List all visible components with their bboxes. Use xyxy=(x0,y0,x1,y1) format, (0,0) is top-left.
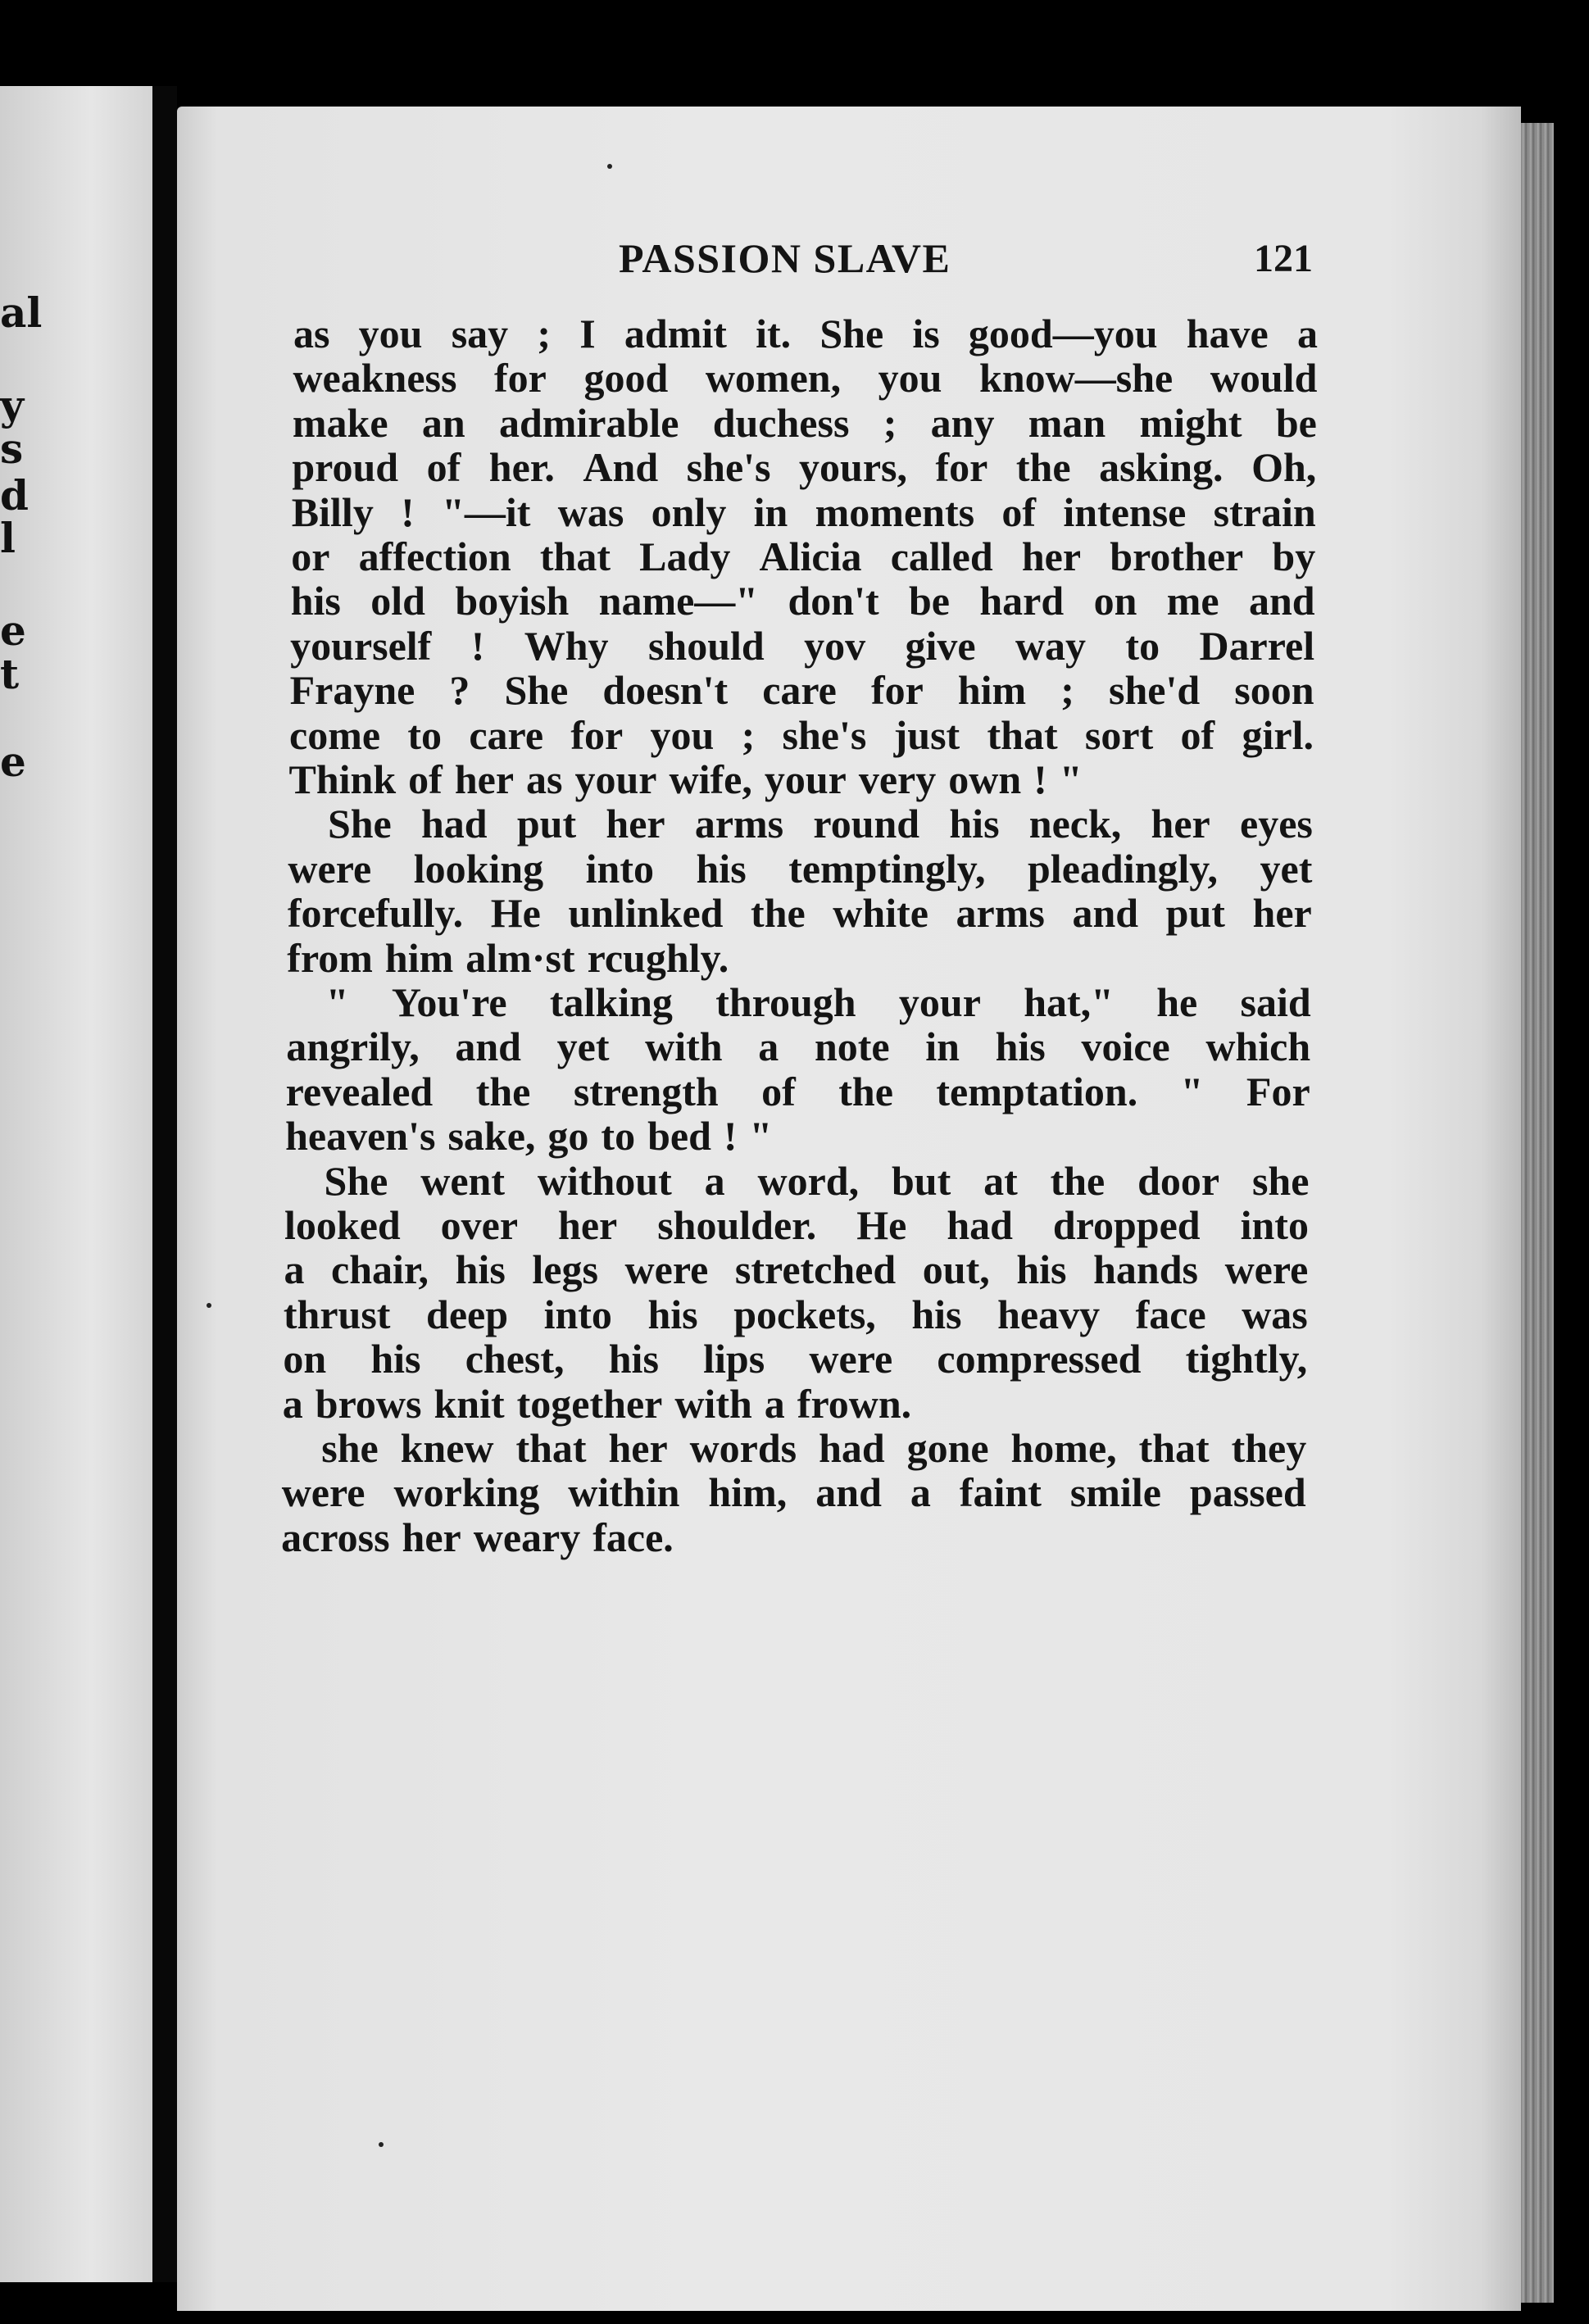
text-line xyxy=(292,488,1316,536)
word: moments xyxy=(815,488,975,535)
word: she xyxy=(321,1425,379,1471)
word: care xyxy=(762,667,837,714)
word: any xyxy=(930,399,995,446)
word: affection xyxy=(358,533,511,579)
word: rcughly. xyxy=(587,934,729,981)
word: Oh, xyxy=(1251,444,1317,491)
word: and xyxy=(1248,578,1315,624)
word: He xyxy=(856,1202,907,1248)
word: that xyxy=(515,1425,587,1471)
word: hands xyxy=(1093,1246,1198,1293)
word: of xyxy=(1001,488,1037,535)
word: might xyxy=(1139,399,1242,446)
left-page-fragment: e xyxy=(0,606,26,655)
word: Think xyxy=(288,756,397,802)
word: with xyxy=(674,1380,752,1427)
text-line xyxy=(293,310,1318,357)
word: on xyxy=(283,1336,327,1382)
word: her xyxy=(606,801,665,847)
word: chair, xyxy=(331,1246,429,1293)
word: on xyxy=(1093,578,1137,624)
word: was xyxy=(1242,1291,1308,1337)
word: of xyxy=(1180,711,1215,758)
word: only xyxy=(651,488,727,535)
word: " xyxy=(1059,756,1083,802)
word: ! xyxy=(470,622,485,669)
word: temptation. xyxy=(936,1068,1138,1114)
word: with xyxy=(645,1024,723,1070)
word: a xyxy=(758,1024,779,1070)
word: "—it xyxy=(442,488,531,535)
word: unlinked xyxy=(568,890,724,937)
word: across xyxy=(281,1514,390,1560)
word: sort xyxy=(1084,711,1154,758)
word: the xyxy=(1015,444,1071,491)
word: in xyxy=(753,488,788,535)
word: within xyxy=(568,1469,680,1516)
word: looked xyxy=(284,1202,401,1248)
word: should xyxy=(647,622,765,669)
text-line xyxy=(284,1291,1308,1338)
word: weary xyxy=(473,1514,581,1560)
text-line xyxy=(291,533,1315,580)
word: had xyxy=(421,801,488,847)
word: face xyxy=(1135,1291,1206,1337)
word: brother xyxy=(1110,533,1244,579)
word: she'd xyxy=(1109,667,1201,714)
word: voice xyxy=(1081,1024,1170,1070)
word: in xyxy=(925,1024,960,1070)
text-line xyxy=(286,1023,1310,1070)
word: and xyxy=(815,1469,882,1516)
word: brows xyxy=(315,1380,422,1427)
word: his xyxy=(290,578,341,624)
word: your xyxy=(574,756,657,802)
word: say xyxy=(451,311,509,356)
word: knit xyxy=(434,1380,505,1427)
word: his xyxy=(608,1336,659,1382)
word: " xyxy=(749,1113,773,1160)
word: arms xyxy=(694,801,784,847)
word: make xyxy=(292,399,388,446)
word: doesn't xyxy=(602,667,729,714)
word: admit xyxy=(624,311,727,356)
word: compressed xyxy=(937,1336,1142,1382)
word: ; xyxy=(883,399,897,446)
word: pleadingly, xyxy=(1028,845,1219,892)
word: you xyxy=(650,711,715,758)
word: were xyxy=(1224,1246,1309,1293)
word: home, xyxy=(1010,1425,1117,1471)
word: ! xyxy=(401,488,415,535)
text-line xyxy=(326,978,1311,1026)
left-page-fragment: s xyxy=(0,424,24,473)
text-line xyxy=(282,1468,1306,1516)
word: put xyxy=(516,801,577,847)
word: Billy xyxy=(291,488,374,535)
word: He xyxy=(490,890,541,937)
word: into xyxy=(543,1291,612,1337)
word: face. xyxy=(592,1514,674,1560)
word: be xyxy=(909,578,950,624)
word: proud xyxy=(292,444,399,491)
word: revealed xyxy=(285,1068,434,1114)
word: asking. xyxy=(1099,444,1224,491)
word: be xyxy=(1275,399,1317,446)
word: sake, xyxy=(447,1113,536,1160)
page-number: 121 xyxy=(1254,237,1313,280)
word: you xyxy=(878,355,942,402)
word: through xyxy=(715,979,856,1025)
word: have xyxy=(1186,311,1269,356)
word: of xyxy=(761,1068,796,1114)
word: his xyxy=(995,1024,1046,1070)
word: thrust xyxy=(283,1291,391,1337)
word: her xyxy=(454,756,515,802)
word: his xyxy=(370,1336,421,1382)
word: you xyxy=(358,311,423,356)
word: ; xyxy=(537,311,552,356)
word: the xyxy=(838,1068,893,1114)
text-line xyxy=(283,1380,924,1428)
left-page-fragment: t xyxy=(0,650,20,698)
word: she's xyxy=(686,444,771,491)
word: called xyxy=(890,533,993,579)
text-line xyxy=(290,622,1314,670)
word: put xyxy=(1165,890,1225,937)
word: his xyxy=(696,845,747,892)
word: wife, xyxy=(669,756,752,802)
word: boyish xyxy=(455,578,570,624)
word: strength xyxy=(573,1068,719,1114)
word: his xyxy=(647,1291,698,1337)
word: alm·st xyxy=(465,934,575,981)
text-line xyxy=(293,399,1317,447)
text-line xyxy=(321,1424,1306,1472)
word: her xyxy=(1151,801,1210,847)
word: way xyxy=(1015,622,1087,669)
text-line xyxy=(289,711,1314,759)
word: weakness xyxy=(293,355,457,402)
word: good—you xyxy=(968,311,1158,356)
word: I xyxy=(579,311,596,356)
word: was xyxy=(557,488,624,535)
word: it. xyxy=(756,311,792,356)
word: intense xyxy=(1063,488,1187,535)
word: which xyxy=(1205,1024,1311,1070)
word: knew xyxy=(400,1425,494,1471)
word: him, xyxy=(708,1469,788,1516)
left-page-fragment: y xyxy=(0,381,25,429)
word: a xyxy=(284,1246,305,1293)
word: a xyxy=(282,1380,303,1427)
word: door xyxy=(1137,1157,1220,1204)
word: ; xyxy=(741,711,756,758)
word: but xyxy=(891,1157,951,1204)
word: from xyxy=(287,934,373,981)
text-line xyxy=(292,443,1316,491)
word: lips xyxy=(703,1336,765,1382)
text-line xyxy=(328,800,1313,847)
running-head: PASSION SLAVE xyxy=(619,235,951,281)
word: word, xyxy=(757,1157,860,1204)
word: ; xyxy=(1060,667,1074,714)
word: gone xyxy=(906,1425,989,1471)
dust-speck xyxy=(379,2142,384,2147)
text-line xyxy=(288,845,1312,892)
word: " xyxy=(325,979,349,1025)
word: his xyxy=(949,801,1000,847)
word: go xyxy=(547,1113,589,1160)
text-line xyxy=(287,934,741,982)
word: your xyxy=(764,756,847,802)
word: For xyxy=(1246,1068,1310,1114)
word: were xyxy=(288,845,372,892)
text-line xyxy=(284,1246,1308,1293)
word: She xyxy=(327,801,392,847)
word: hat," xyxy=(1024,979,1114,1025)
word: admirable xyxy=(498,399,679,446)
text-line xyxy=(284,1201,1309,1249)
word: and xyxy=(1072,890,1139,937)
word: that xyxy=(987,711,1058,758)
word: would xyxy=(1210,355,1318,402)
word: her xyxy=(1252,890,1312,937)
word: deep xyxy=(426,1291,509,1337)
word: together xyxy=(516,1380,663,1427)
word: ! xyxy=(1033,756,1047,802)
word: talking xyxy=(549,979,673,1025)
word: care xyxy=(469,711,544,758)
word: a xyxy=(910,1469,931,1516)
word: him xyxy=(957,667,1027,714)
word: the xyxy=(475,1068,531,1114)
word: for xyxy=(494,355,547,402)
left-page-fragment: al xyxy=(0,288,43,337)
word: went xyxy=(420,1157,505,1204)
word: Alicia xyxy=(759,533,862,579)
word: Why xyxy=(524,622,609,669)
word: eyes xyxy=(1240,801,1313,847)
dust-speck xyxy=(207,1303,211,1308)
word: were xyxy=(809,1336,893,1382)
word: And xyxy=(583,444,659,491)
text-line xyxy=(281,1514,686,1561)
word: don't xyxy=(788,578,879,624)
word: she xyxy=(1251,1157,1310,1204)
word: into xyxy=(1240,1202,1309,1248)
word: hard xyxy=(979,578,1065,624)
word: round xyxy=(813,801,920,847)
word: out, xyxy=(922,1246,990,1293)
text-line xyxy=(286,1068,1310,1115)
left-page-fragment: e xyxy=(0,738,26,786)
word: angrily, xyxy=(286,1024,420,1070)
word: she's xyxy=(782,711,867,758)
left-page-fragment: d xyxy=(0,471,29,520)
word: into xyxy=(585,845,654,892)
word: by xyxy=(1272,533,1316,579)
word: her. xyxy=(488,444,555,491)
word: to xyxy=(407,711,443,758)
word: an xyxy=(421,399,465,446)
word: legs xyxy=(532,1246,598,1293)
word: over xyxy=(440,1202,519,1248)
word: Frayne xyxy=(289,667,415,714)
word: ? xyxy=(449,667,470,714)
word: yov xyxy=(804,622,866,669)
text-line xyxy=(325,1157,1310,1205)
word: a xyxy=(764,1380,785,1427)
word: or xyxy=(291,533,330,579)
word: his xyxy=(455,1246,506,1293)
text-line xyxy=(291,577,1315,624)
word: to xyxy=(1125,622,1160,669)
word: strain xyxy=(1213,488,1316,535)
word: heaven's xyxy=(285,1113,436,1160)
word: your xyxy=(898,979,981,1025)
word: her xyxy=(1021,533,1082,579)
word: man xyxy=(1028,399,1106,446)
word: is xyxy=(912,311,940,356)
word: said xyxy=(1240,979,1311,1025)
word: without xyxy=(537,1157,672,1204)
word: that xyxy=(1138,1425,1210,1471)
word: name—" xyxy=(598,578,759,624)
word: had xyxy=(819,1425,885,1471)
word: his xyxy=(1016,1246,1067,1293)
word: very xyxy=(858,756,937,802)
text-line xyxy=(293,354,1317,402)
word: a xyxy=(704,1157,725,1204)
word: girl. xyxy=(1242,711,1314,758)
word: give xyxy=(905,622,976,669)
word: shoulder. xyxy=(657,1202,817,1248)
word: her xyxy=(558,1202,618,1248)
word: as xyxy=(293,311,330,356)
word: smile xyxy=(1069,1469,1161,1516)
word: Lady xyxy=(639,533,731,579)
dust-speck xyxy=(607,164,612,169)
word: duchess xyxy=(712,399,850,446)
word: yourself xyxy=(290,622,432,669)
word: frown. xyxy=(797,1380,912,1427)
word: the xyxy=(751,890,806,937)
word: neck, xyxy=(1028,801,1122,847)
word: come xyxy=(289,711,381,758)
word: her xyxy=(608,1425,668,1471)
word: him xyxy=(384,934,454,981)
word: a xyxy=(1296,311,1318,356)
word: dropped xyxy=(1052,1202,1201,1248)
word: they xyxy=(1231,1425,1307,1471)
word: as xyxy=(526,756,563,802)
word: old xyxy=(370,578,425,624)
word: know—she xyxy=(979,355,1174,402)
word: pockets, xyxy=(733,1291,876,1337)
word: that xyxy=(539,533,611,579)
word: She xyxy=(819,311,884,356)
word: She xyxy=(504,667,569,714)
word: for xyxy=(935,444,988,491)
word: yet xyxy=(556,1024,610,1070)
word: faint xyxy=(959,1469,1042,1516)
word: for xyxy=(870,667,924,714)
word: words xyxy=(689,1425,797,1471)
word: tightly, xyxy=(1185,1336,1308,1382)
word: own xyxy=(948,756,1022,802)
word: at xyxy=(983,1157,1018,1204)
word: " xyxy=(1180,1068,1204,1114)
word: bed xyxy=(647,1113,711,1160)
word: were xyxy=(624,1246,709,1293)
text-line xyxy=(290,666,1314,714)
word: just xyxy=(893,711,960,758)
word: working xyxy=(393,1469,540,1516)
word: her xyxy=(402,1514,461,1560)
word: of xyxy=(426,444,461,491)
word: arms xyxy=(956,890,1045,937)
word: ! xyxy=(723,1113,738,1160)
word: women, xyxy=(705,355,842,402)
word: yours, xyxy=(799,444,907,491)
word: looking xyxy=(413,845,544,892)
word: the xyxy=(1050,1157,1105,1204)
text-line xyxy=(288,889,1312,937)
text-line xyxy=(289,756,1095,803)
text-line xyxy=(283,1335,1307,1382)
text-line xyxy=(285,1112,784,1160)
word: had xyxy=(947,1202,1013,1248)
word: Darrel xyxy=(1199,622,1315,669)
word: passed xyxy=(1189,1469,1306,1516)
word: of xyxy=(408,756,443,802)
word: You're xyxy=(391,979,507,1025)
word: to xyxy=(601,1113,636,1160)
word: white xyxy=(833,890,928,937)
word: temptingly, xyxy=(788,845,986,892)
word: She xyxy=(324,1157,388,1204)
word: forcefully. xyxy=(287,890,464,937)
word: heavy xyxy=(997,1291,1101,1337)
word: were xyxy=(281,1469,365,1516)
word: good xyxy=(583,355,669,402)
word: and xyxy=(455,1024,521,1070)
word: his xyxy=(911,1291,962,1337)
word: me xyxy=(1166,578,1219,624)
word: soon xyxy=(1234,667,1314,714)
word: for xyxy=(570,711,624,758)
word: he xyxy=(1156,979,1198,1025)
word: stretched xyxy=(734,1246,897,1293)
word: chest, xyxy=(465,1336,565,1382)
word: note xyxy=(814,1024,890,1070)
word: yet xyxy=(1260,845,1313,892)
left-page-fragment: l xyxy=(0,514,16,562)
